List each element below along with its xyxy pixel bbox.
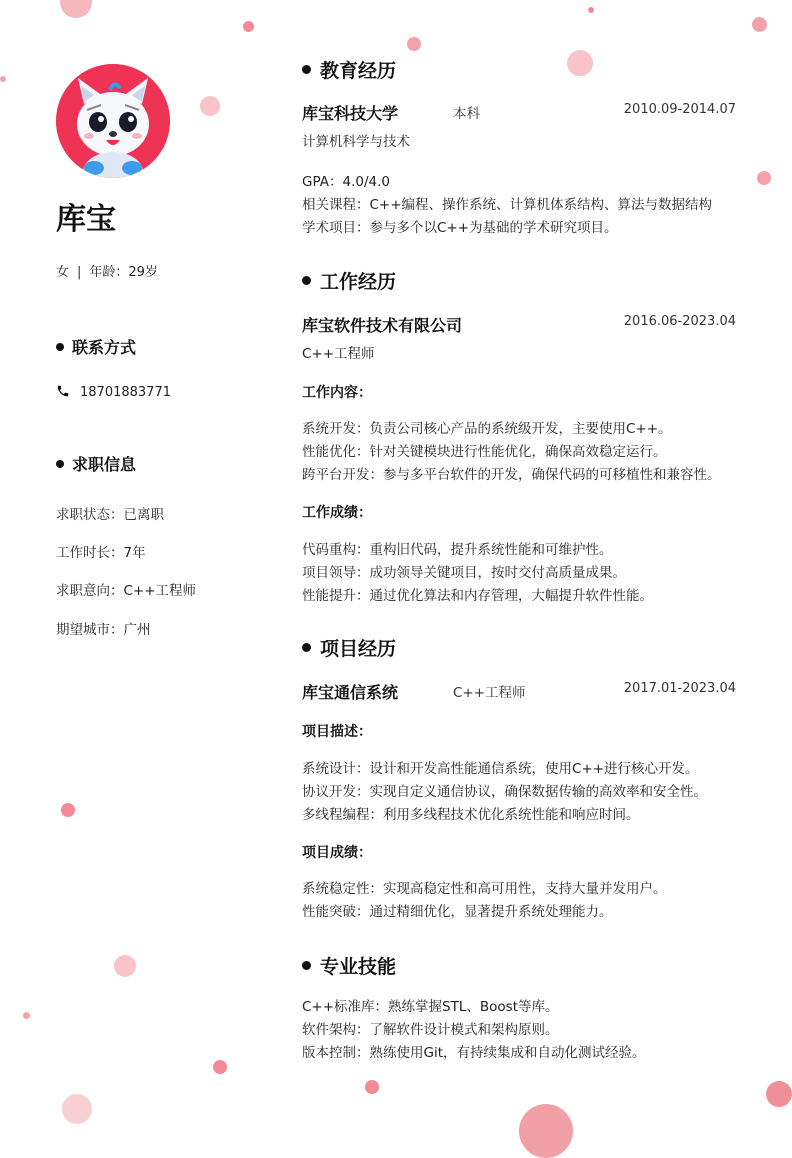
education-line: 相关课程：C++编程、操作系统、计算机体系结构、算法与数据结构 xyxy=(302,197,713,213)
decor-dot xyxy=(757,171,771,185)
education-date: 2010.09-2014.07 xyxy=(623,102,736,117)
decor-dot xyxy=(114,955,136,977)
project-desc-line: 多线程编程：利用多线程技术优化系统性能和响应时间。 xyxy=(302,807,640,823)
project-role: C++工程师 xyxy=(453,685,526,701)
project-date: 2017.01-2023.04 xyxy=(623,681,736,696)
phone-icon xyxy=(56,384,70,398)
skills-heading xyxy=(302,952,396,979)
project-achieve-title: 项目成绩： xyxy=(302,845,372,861)
work-content-line: 性能优化：针对关键模块进行性能优化，确保高效稳定运行。 xyxy=(302,444,667,460)
work-content-line: 系统开发：负责公司核心产品的系统级开发，主要使用C++。 xyxy=(302,421,672,437)
cartoon-cat-avatar-icon xyxy=(56,64,170,178)
bullet-icon xyxy=(302,643,311,652)
decor-dot xyxy=(243,21,254,32)
job-info-item: 求职状态：已离职 xyxy=(56,507,164,523)
decor-dot xyxy=(752,17,767,32)
job-info-item: 工作时长：7年 xyxy=(56,545,146,561)
work-achieve-line: 项目领导：成功领导关键项目，按时交付高质量成果。 xyxy=(302,565,626,581)
work-date: 2016.06-2023.04 xyxy=(623,314,736,329)
decor-dot xyxy=(407,37,421,51)
gender: 女 xyxy=(56,265,70,280)
bullet-icon xyxy=(302,65,311,74)
candidate-name: 库宝 xyxy=(56,202,116,237)
education-line: GPA：4.0/4.0 xyxy=(302,174,390,190)
work-heading xyxy=(302,267,396,294)
project-heading-text: 项目经历 xyxy=(320,638,397,660)
decor-dot xyxy=(567,50,593,76)
bullet-icon xyxy=(56,460,64,468)
work-achieve-line: 性能提升：通过优化算法和内存管理，大幅提升软件性能。 xyxy=(302,588,653,604)
project-desc-title: 项目描述： xyxy=(302,724,372,740)
decor-dot xyxy=(60,0,92,18)
company-name: 库宝软件技术有限公司 xyxy=(302,316,463,335)
bullet-icon xyxy=(302,276,311,285)
bullet-icon xyxy=(302,961,311,970)
skill-line: 软件架构：了解软件设计模式和架构原则。 xyxy=(302,1022,559,1038)
basic-info xyxy=(56,261,158,280)
contact-heading-text: 联系方式 xyxy=(72,338,137,357)
project-achieve-line: 性能突破：通过精细优化，显著提升系统处理能力。 xyxy=(302,904,613,920)
skill-line: 版本控制：熟练使用Git，有持续集成和自动化测试经验。 xyxy=(302,1045,646,1061)
education-heading xyxy=(302,56,396,83)
contact-heading xyxy=(56,335,136,358)
decor-dot xyxy=(61,803,75,817)
decor-dot xyxy=(200,96,220,116)
project-desc-line: 协议开发：实现自定义通信协议，确保数据传输的高效率和安全性。 xyxy=(302,784,707,800)
degree: 本科 xyxy=(453,106,480,122)
age: 年龄：29岁 xyxy=(89,265,158,280)
decor-dot xyxy=(588,7,594,13)
work-achieve-line: 代码重构：重构旧代码，提升系统性能和可维护性。 xyxy=(302,542,613,558)
phone-number: 18701883771 xyxy=(80,385,171,400)
skill-line: C++标准库：熟练掌握STL、Boost等库。 xyxy=(302,999,559,1015)
skills-heading-text: 专业技能 xyxy=(320,956,397,978)
job-info-item: 求职意向：C++工程师 xyxy=(56,583,197,599)
job-heading-text: 求职信息 xyxy=(72,455,137,474)
decor-dot xyxy=(62,1094,92,1124)
education-heading-text: 教育经历 xyxy=(320,60,397,82)
work-content-title: 工作内容： xyxy=(302,385,372,401)
decor-dot xyxy=(766,1081,792,1107)
bullet-icon xyxy=(56,343,64,351)
decor-dot xyxy=(0,76,6,82)
project-name: 库宝通信系统 xyxy=(302,683,399,702)
project-desc-line: 系统设计：设计和开发高性能通信系统，使用C++进行核心开发。 xyxy=(302,761,699,777)
work-heading-text: 工作经历 xyxy=(320,271,397,293)
decor-dot xyxy=(23,1012,30,1019)
decor-dot xyxy=(365,1080,379,1094)
job-heading xyxy=(56,452,136,475)
job-info-item: 期望城市：广州 xyxy=(56,622,151,638)
school-name: 库宝科技大学 xyxy=(302,104,399,123)
project-achieve-line: 系统稳定性：实现高稳定性和高可用性，支持大量并发用户。 xyxy=(302,881,667,897)
avatar xyxy=(56,64,170,178)
project-heading xyxy=(302,634,396,661)
decor-dot xyxy=(519,1104,573,1158)
decor-dot xyxy=(213,1060,227,1074)
divider: | xyxy=(77,265,82,280)
work-role: C++工程师 xyxy=(302,346,375,362)
education-line: 学术项目：参与多个以C++为基础的学术研究项目。 xyxy=(302,220,618,236)
work-content-line: 跨平台开发：参与多平台软件的开发，确保代码的可移植性和兼容性。 xyxy=(302,467,721,483)
phone-row xyxy=(56,385,171,400)
major: 计算机科学与技术 xyxy=(302,134,410,150)
work-achieve-title: 工作成绩： xyxy=(302,505,372,521)
